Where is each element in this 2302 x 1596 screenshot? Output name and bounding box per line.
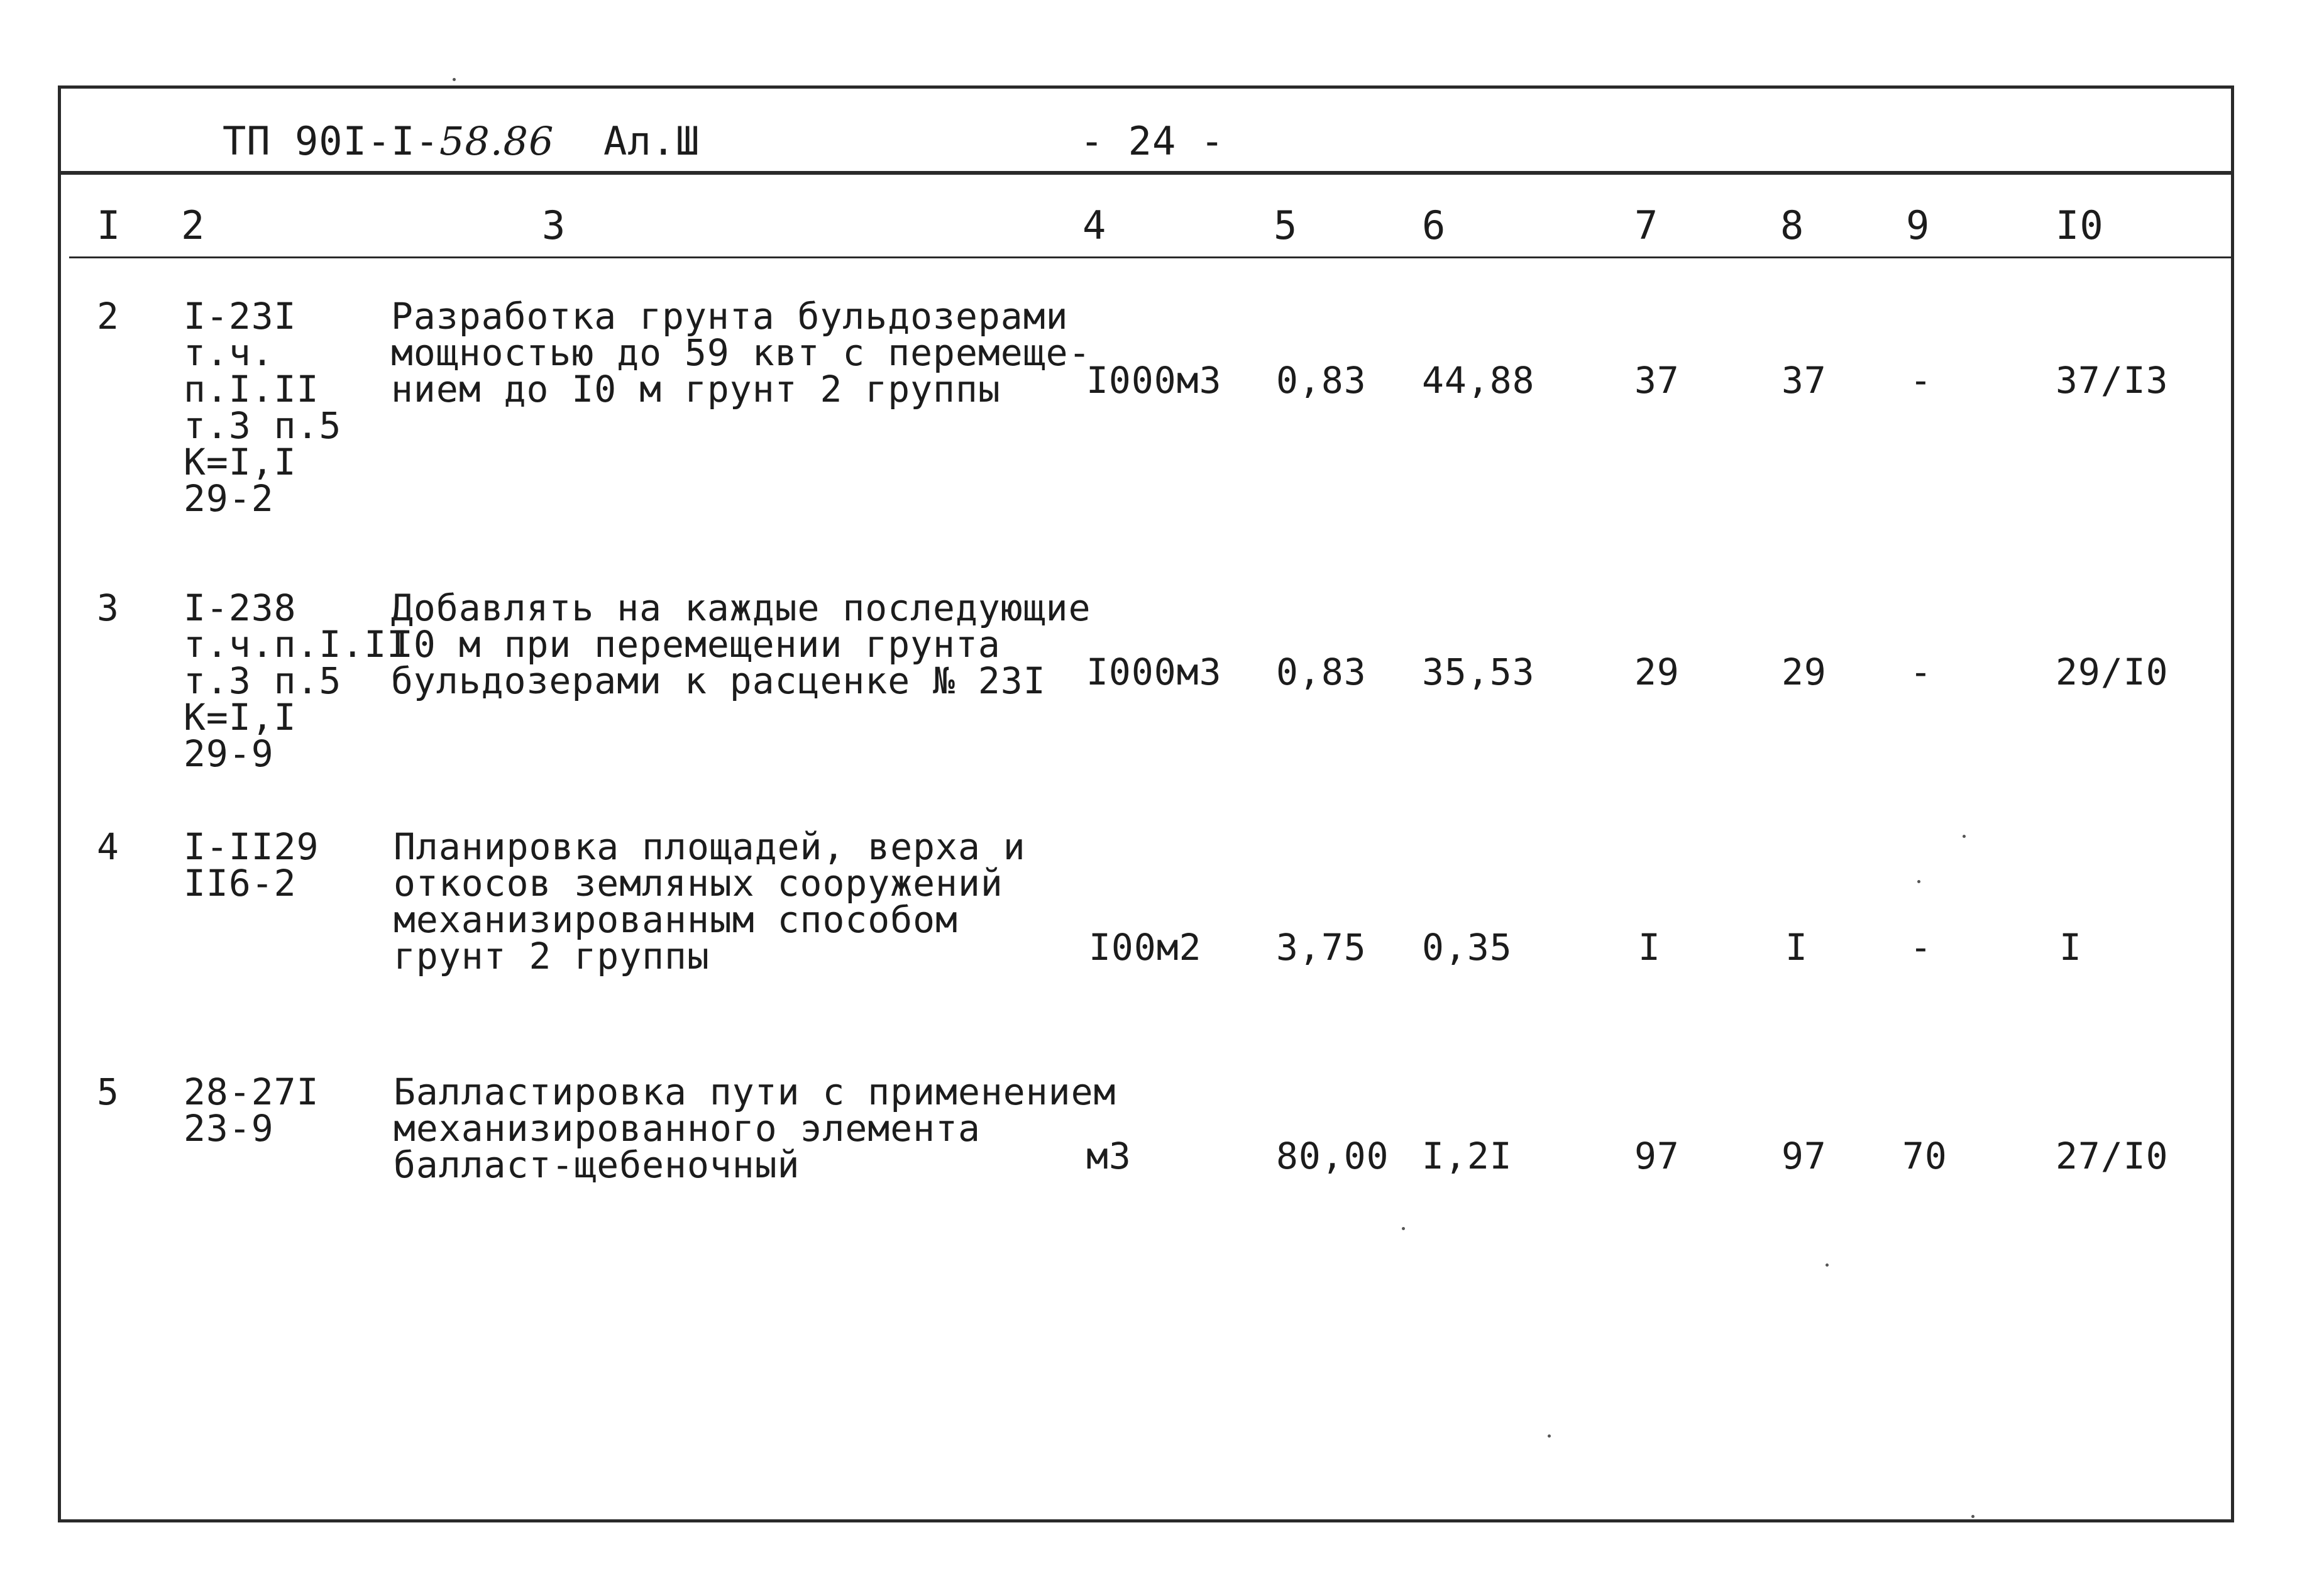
norm-code: 28-27I 23-9: [184, 1070, 319, 1150]
row-number: 3: [97, 586, 119, 629]
norm-code: I-23I т.ч. п.I.II т.3 п.5 К=I,I 29-2: [184, 295, 342, 520]
album-label: Ал.Ш: [603, 118, 700, 164]
col-header-3: 3: [542, 202, 566, 248]
scan-speck: [1402, 1227, 1405, 1230]
scan-speck: [1917, 880, 1920, 883]
work-description: Разработка грунта бульдозерами мощностью до 59 квт с перемеще- нием до I0 м грунт 2 группы: [391, 295, 1091, 410]
col-8-value: I: [1785, 926, 1808, 969]
quantity: 3,75: [1276, 926, 1367, 969]
col-10-value: I: [2059, 926, 2082, 969]
col-7-value: 97: [1634, 1135, 1680, 1177]
unit: I00м2: [1089, 926, 1202, 969]
work-description: Планировка площадей, верха и откосов земляных сооружений механизированным способом грунт 2 группы: [394, 825, 1026, 977]
norm-code: I-II29 II6-2: [184, 825, 319, 905]
quantity: 0,83: [1276, 359, 1367, 402]
col-9-value: -: [1910, 651, 1932, 693]
col-header-1: I: [97, 202, 121, 248]
doc-code-handwritten: 58.86: [439, 118, 554, 164]
norm-code: I-238 т.ч.п.I.II т.3 п.5 К=I,I 29-9: [184, 586, 410, 775]
col-10-value: 37/I3: [2056, 359, 2169, 402]
scan-speck: [453, 78, 456, 81]
row-number: 5: [97, 1070, 119, 1113]
col-7-value: I: [1638, 926, 1661, 969]
col-10-value: 27/I0: [2056, 1135, 2169, 1177]
unit: I000м3: [1086, 651, 1222, 693]
doc-code-prefix: ТП 90I-I-: [223, 118, 439, 164]
header-divider: [58, 171, 2234, 175]
doc-code: [223, 118, 554, 164]
col-8-value: 97: [1782, 1135, 1827, 1177]
row-number: 2: [97, 295, 119, 338]
scan-speck: [1971, 1515, 1974, 1518]
col-7-value: 37: [1634, 359, 1680, 402]
col-header-2: 2: [181, 202, 206, 248]
scan-speck: [1826, 1263, 1829, 1267]
col-header-10: I0: [2056, 202, 2104, 248]
unit-price: 44,88: [1422, 359, 1535, 402]
quantity: 80,00: [1276, 1135, 1389, 1177]
quantity: 0,83: [1276, 651, 1367, 693]
col-9-value: 70: [1902, 1135, 1947, 1177]
col-header-7: 7: [1634, 202, 1659, 248]
unit-price: 35,53: [1422, 651, 1535, 693]
col-9-value: -: [1910, 359, 1932, 402]
work-description: Добавлять на каждые последующие I0 м при перемещении грунта бульдозерами к расценке № 23I: [391, 586, 1091, 702]
col-header-6: 6: [1422, 202, 1446, 248]
col-7-value: 29: [1634, 651, 1680, 693]
unit-price: I,2I: [1422, 1135, 1512, 1177]
unit-price: 0,35: [1422, 926, 1512, 969]
page-frame: [58, 85, 2234, 1522]
col-header-8: 8: [1780, 202, 1805, 248]
col-header-5: 5: [1274, 202, 1298, 248]
col-header-9: 9: [1906, 202, 1930, 248]
col-8-value: 29: [1782, 651, 1827, 693]
col-8-value: 37: [1782, 359, 1827, 402]
work-description: Балластировка пути с применением механизированного элемента балласт-щебеночный: [394, 1070, 1116, 1186]
scan-speck: [1548, 1434, 1551, 1438]
scan-speck: [1963, 835, 1966, 838]
page-number: - 24 -: [1080, 118, 1225, 164]
col-9-value: -: [1910, 926, 1932, 969]
unit: м3: [1086, 1135, 1132, 1177]
row-number: 4: [97, 825, 119, 868]
col-header-4: 4: [1082, 202, 1107, 248]
unit: I000м3: [1086, 359, 1222, 402]
column-numbers-divider: [69, 256, 2234, 258]
col-10-value: 29/I0: [2056, 651, 2169, 693]
